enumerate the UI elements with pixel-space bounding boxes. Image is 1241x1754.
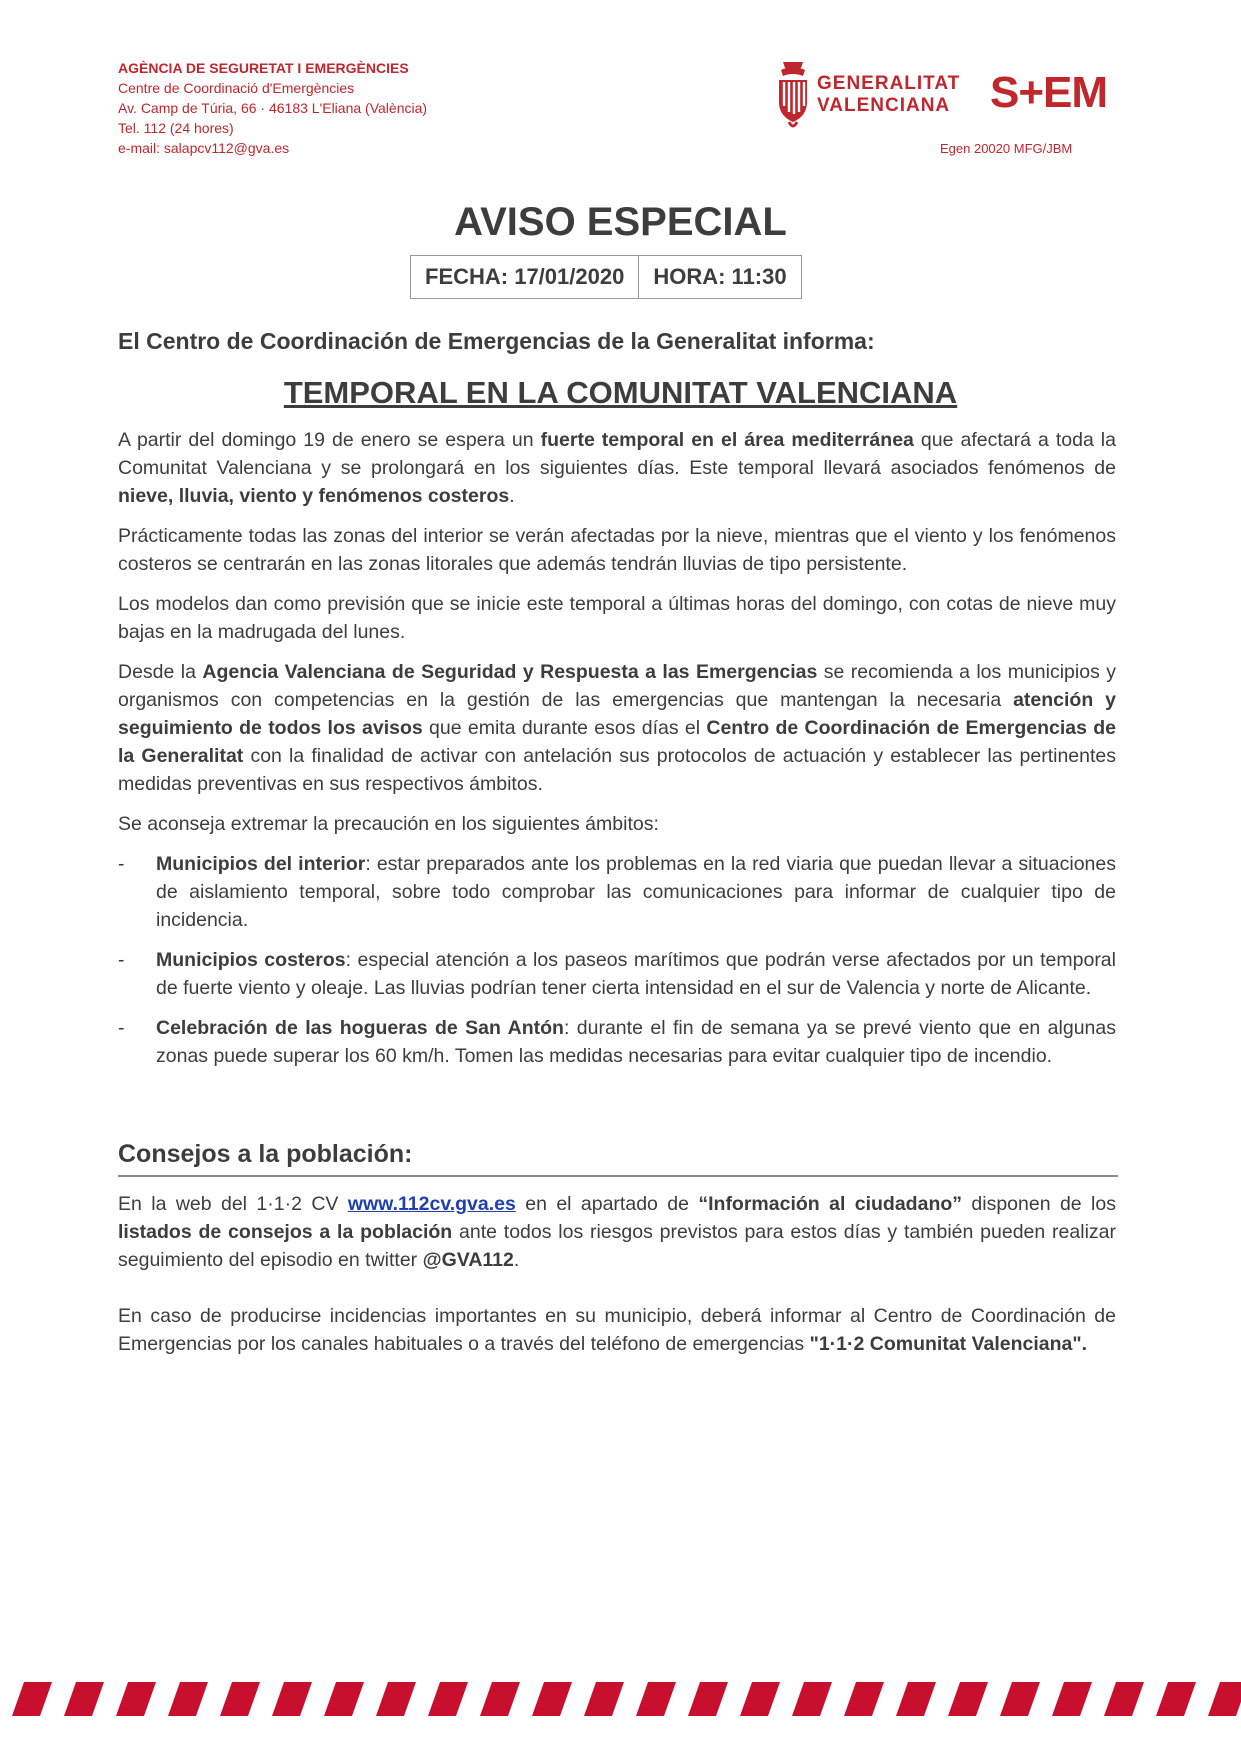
p4-bold-d: atención y seguimiento de todos los avisos (118, 689, 1116, 739)
intro-heading: El Centro de Coordinación de Emergencias de la Generalitat informa: (118, 328, 875, 354)
list-item-heading: Celebración de las hogueras de San Antón (156, 1017, 564, 1039)
advice-body (118, 1190, 1116, 1386)
c1-text-f: ante todos los riesgos previstos para estos días y también pueden realizar seguimiento del episodio en twitter (118, 1221, 1116, 1271)
c1-bold-c: “Información al ciudadano” (698, 1193, 963, 1215)
paragraph-4 (118, 658, 1116, 798)
c1-text-a: En la web del 1·1·2 CV (118, 1193, 348, 1215)
website-link[interactable]: www.112cv.gva.es (347, 1193, 516, 1215)
paragraph-5: Se aconseja extremar la precaución en los siguientes ámbitos: (118, 813, 659, 835)
p4-bold-b: Agencia Valenciana de Seguridad y Respuesta a las Emergencias (202, 661, 818, 683)
agency-address: Av. Camp de Túria, 66 · 46183 L'Eliana (València) (118, 100, 428, 116)
c1-text-h: . (513, 1249, 520, 1271)
c1-text-d: disponen de los (962, 1193, 1116, 1215)
date-time-box (410, 255, 802, 299)
list-item-text: : durante el fin de semana ya se prevé viento que en algunas zonas puede superar los 60 km/h. Tomen las medidas necesarias para evitar cualquier tipo de incendio. (156, 1017, 1116, 1067)
notice-body (118, 426, 1116, 1082)
agency-contact-block (118, 58, 427, 158)
p4-bold-f: Centro de Coordinación de Emergencias de la Generalitat (118, 717, 1116, 767)
c1-text-b: en el apartado de (515, 1193, 699, 1215)
p4-text-e: que emita durante esos días el (422, 717, 707, 739)
list-item-text: : especial atención a los paseos marítimos que podrán verse afectados por un temporal de fuerte viento y oleaje. Las lluvias podrían tener cierta intensidad en el sur de Valencia y norte de Alicante. (156, 949, 1116, 999)
document-reference: Egen 20020 MFG/JBM (940, 141, 1073, 156)
p4-text-a: Desde la (118, 661, 203, 683)
list-dash: - (118, 1017, 125, 1039)
date-cell: FECHA: 17/01/2020 (425, 264, 625, 289)
list-item-text: : estar preparados ante los problemas en la red viaria que puedan llevar a situaciones de aislamiento temporal, sobre todo comprobar las comunicaciones para informar de cualquier tipo de incidencia. (156, 853, 1116, 931)
list-item-heading: Municipios del interior (156, 853, 366, 875)
p4-text-c: se recomienda a los municipios y organismos con competencias en la gestión de las emergencias que mantengan la necesaria (118, 661, 1116, 711)
paragraph-3: Los modelos dan como previsión que se inicie este temporal a últimas horas del domingo, con cotas de nieve muy bajas en la madrugada del lunes. (118, 593, 1116, 643)
c1-bold-e: listados de consejos a la población (118, 1221, 453, 1243)
p1-bold-b: fuerte temporal en el área mediterránea (540, 429, 914, 451)
advice-paragraph-2 (118, 1302, 1116, 1358)
generalitat-line2: VALENCIANA (817, 95, 951, 116)
list-item (118, 850, 1116, 934)
list-item (118, 1014, 1116, 1070)
twitter-handle: @GVA112 (422, 1249, 514, 1271)
advice-heading: Consejos a la población: (118, 1140, 1118, 1177)
c2-text-a: En caso de producirse incidencias importantes en su municipio, deberá informar al Centro de Coordinación de Emergencias por los canales habituales o a través del teléfono de emergencias (118, 1305, 1116, 1355)
agency-centre: Centre de Coordinació d'Emergències (118, 80, 355, 96)
generalitat-emblem-icon (775, 60, 811, 134)
agency-name: AGÈNCIA DE SEGURETAT I EMERGÈNCIES (118, 60, 409, 76)
agency-phone: Tel. 112 (24 hores) (118, 120, 234, 136)
page-title: AVISO ESPECIAL (454, 200, 787, 244)
p1-text-a: A partir del domingo 19 de enero se espera un (118, 429, 541, 451)
advice-paragraph-1 (118, 1190, 1116, 1274)
c2-bold-b: "1·1·2 Comunitat Valenciana". (809, 1333, 1088, 1355)
paragraph-1 (118, 426, 1116, 510)
precaution-list (118, 850, 1116, 1070)
time-cell: HORA: 11:30 (638, 256, 800, 298)
list-item-heading: Municipios costeros (156, 949, 346, 971)
notice-subtitle: TEMPORAL EN LA COMUNITAT VALENCIANA (283, 375, 958, 410)
generalitat-wordmark (817, 73, 960, 117)
list-dash: - (118, 853, 125, 875)
p1-bold-d: nieve, lluvia, viento y fenómenos costeros (118, 485, 510, 507)
footer-stripe (0, 1682, 1241, 1716)
p1-text-e: . (509, 485, 515, 507)
list-dash: - (118, 949, 125, 971)
sem-logo: S+EM (990, 68, 1108, 117)
paragraph-2: Prácticamente todas las zonas del interior se verán afectadas por la nieve, mientras que el viento y los fenómenos costeros se centrarán en las zonas litorales que además tendrán lluvias de tipo persistente. (118, 525, 1116, 575)
agency-email: e-mail: salapcv112@gva.es (118, 140, 290, 156)
p4-text-g: con la finalidad de activar con antelación sus protocolos de actuación y establecer las pertinentes medidas preventivas en sus respectivos ámbitos. (118, 745, 1116, 795)
list-item (118, 946, 1116, 1002)
generalitat-line1: GENERALITAT (817, 73, 961, 94)
p1-text-c: que afectará a toda la Comunitat Valenciana y se prolongará en los siguientes días. Este temporal llevará asociados fenómenos de (118, 429, 1116, 479)
header-logos (775, 60, 1115, 140)
